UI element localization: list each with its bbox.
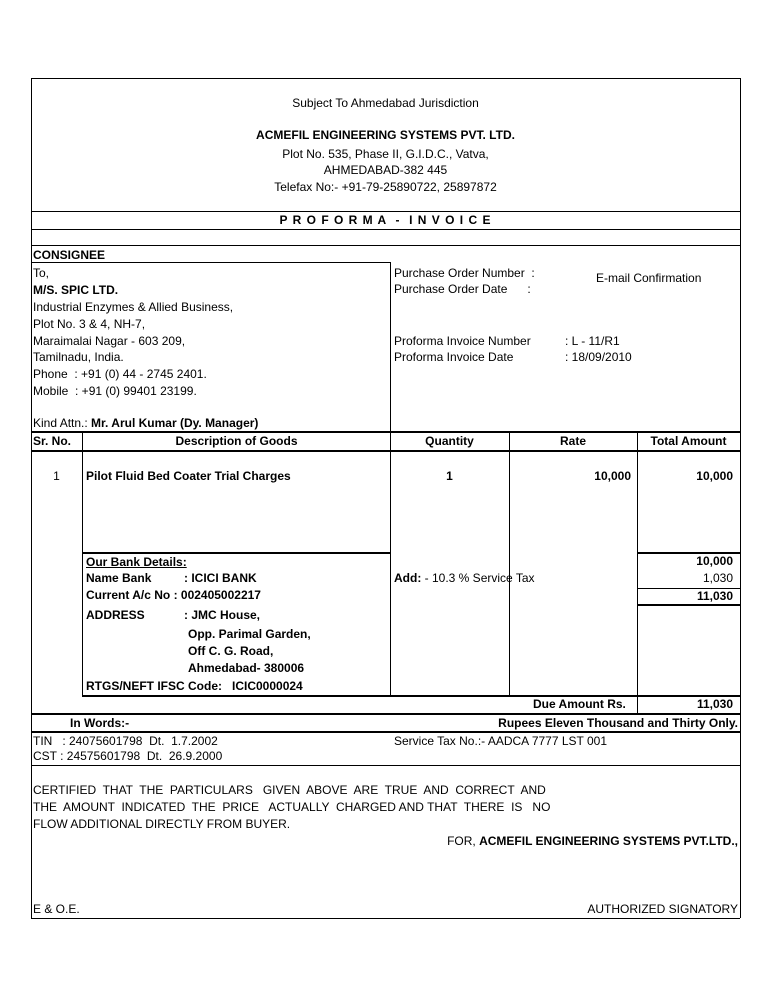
divider (31, 211, 740, 212)
due-amount-value: 11,030 (696, 697, 733, 711)
pi-number-value: : L - 11/R1 (565, 334, 620, 348)
divider (31, 245, 740, 246)
divider (31, 262, 390, 263)
col-header-quantity: Quantity (425, 434, 474, 448)
document-title: P R O F O R M A - I N V O I C E (279, 213, 492, 227)
bank-ifsc: RTGS/NEFT IFSC Code: ICIC0000024 (86, 679, 303, 693)
col-header-description: Description of Goods (175, 434, 298, 448)
divider (390, 262, 391, 432)
col-line-sr (82, 432, 83, 696)
frame-bottom (31, 918, 740, 919)
divider (31, 713, 740, 715)
po-number-label: Purchase Order Number : (394, 266, 535, 280)
jurisdiction-text: Subject To Ahmedabad Jurisdiction (292, 96, 479, 110)
pi-number-label: Proforma Invoice Number (394, 334, 531, 348)
consignee-mobile: Mobile : +91 (0) 99401 23199. (33, 384, 197, 398)
company-telefax: Telefax No:- +91-79-25890722, 25897872 (274, 180, 497, 194)
certification-line: FLOW ADDITIONAL DIRECTLY FROM BUYER. (33, 817, 291, 831)
bank-name-value: : ICICI BANK (184, 571, 257, 585)
bank-address-line: Ahmedabad- 380006 (188, 661, 305, 675)
due-amount-label: Due Amount Rs. (533, 697, 626, 711)
kind-attention (33, 416, 258, 430)
service-tax-line (394, 571, 535, 585)
divider (637, 604, 740, 606)
divider (31, 431, 740, 433)
bank-address-line: : JMC House, (184, 608, 261, 622)
bank-heading: Our Bank Details: (86, 555, 187, 569)
bank-address-label: ADDRESS (86, 608, 145, 622)
pi-date-value: : 18/09/2010 (565, 350, 632, 364)
divider (31, 765, 740, 766)
for-company-name: ACMEFIL ENGINEERING SYSTEMS PVT.LTD., (479, 834, 738, 848)
col-header-total: Total Amount (650, 434, 727, 448)
consignee-address-line: Industrial Enzymes & Allied Business, (33, 300, 234, 314)
certification-line: THE AMOUNT INDICATED THE PRICE ACTUALLY CHARGED AND THAT THERE IS NO (33, 800, 551, 814)
consignee-address-line: Plot No. 3 & 4, NH-7, (33, 317, 146, 331)
subtotal-amount: 10,000 (696, 554, 733, 568)
divider (31, 229, 740, 230)
add-label: Add: (394, 571, 422, 585)
service-tax-number: Service Tax No.:- AADCA 7777 LST 001 (394, 734, 608, 748)
item-total: 10,000 (696, 469, 733, 483)
grand-total-amount: 11,030 (696, 589, 733, 603)
kind-attention-label: Kind Attn.: (33, 416, 92, 430)
consignee-to: To, (33, 266, 50, 280)
col-header-rate: Rate (559, 434, 586, 448)
service-tax-text: - 10.3 % Service Tax (421, 571, 535, 585)
for-company (390, 834, 738, 848)
cst-number: CST : 24575601798 Dt. 26.9.2000 (33, 749, 223, 763)
bank-name-label: Name Bank (86, 571, 152, 585)
pi-date-label: Proforma Invoice Date (394, 350, 514, 364)
divider (82, 552, 390, 554)
company-address-line2: AHMEDABAD-382 445 (323, 163, 448, 177)
item-rate: 10,000 (594, 469, 631, 483)
for-label: FOR, (447, 834, 480, 848)
consignee-phone: Phone : +91 (0) 44 - 2745 2401. (33, 367, 207, 381)
certification-line: CERTIFIED THAT THE PARTICULARS GIVEN ABOVE ARE TRUE AND CORRECT AND (33, 783, 546, 797)
kind-attention-name: Mr. Arul Kumar (Dy. Manager) (91, 416, 259, 430)
frame-right (740, 78, 741, 918)
bank-address-line: Opp. Parimal Garden, (188, 627, 311, 641)
item-quantity: 1 (446, 469, 453, 483)
in-words-value: Rupees Eleven Thousand and Thirty Only. (498, 716, 738, 730)
bank-account: Current A/c No : 002405002217 (86, 588, 261, 602)
item-sr-no: 1 (53, 469, 60, 483)
frame-left (31, 78, 32, 918)
consignee-name: M/S. SPIC LTD. (33, 283, 119, 297)
authorized-signatory: AUTHORIZED SIGNATORY (587, 902, 738, 916)
in-words-label: In Words:- (70, 716, 130, 730)
tax-amount: 1,030 (702, 571, 733, 585)
po-date-label: Purchase Order Date : (394, 282, 531, 296)
tin-number: TIN : 24075601798 Dt. 1.7.2002 (33, 734, 218, 748)
consignee-heading: CONSIGNEE (33, 248, 106, 262)
consignee-address-line: Tamilnadu, India. (33, 350, 124, 364)
divider (31, 731, 740, 733)
email-confirmation: E-mail Confirmation (596, 271, 702, 285)
frame-top (31, 78, 740, 79)
consignee-address-line: Maraimalai Nagar - 603 209, (33, 334, 186, 348)
col-header-sr-no: Sr. No. (33, 434, 72, 448)
divider (31, 450, 740, 452)
item-description: Pilot Fluid Bed Coater Trial Charges (86, 469, 291, 483)
eoe-text: E & O.E. (33, 902, 80, 916)
bank-address-line: Off C. G. Road, (188, 644, 274, 658)
company-address-line1: Plot No. 535, Phase II, G.I.D.C., Vatva, (282, 147, 489, 161)
company-name: ACMEFIL ENGINEERING SYSTEMS PVT. LTD. (256, 128, 515, 142)
